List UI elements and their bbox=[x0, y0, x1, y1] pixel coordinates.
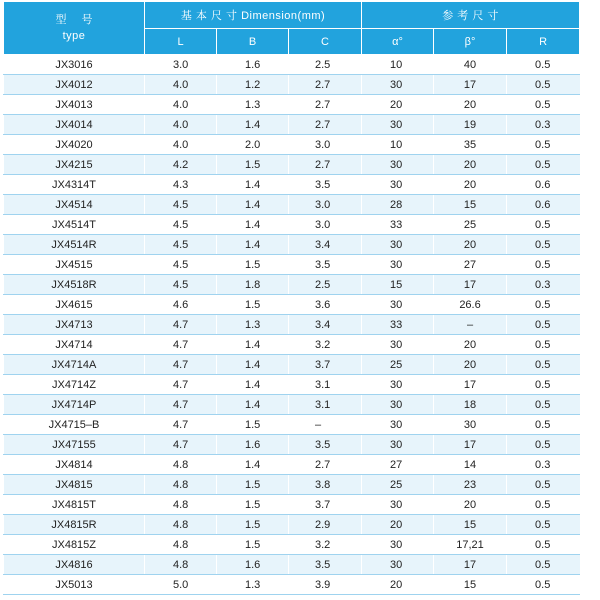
column-header-l: L bbox=[145, 29, 217, 55]
cell-r: 0.5 bbox=[507, 95, 580, 115]
cell-type: JX4014 bbox=[4, 115, 145, 135]
cell-c: 3.4 bbox=[289, 315, 362, 335]
cell-c: 3.2 bbox=[289, 335, 362, 355]
cell-beta: 19 bbox=[434, 115, 507, 135]
cell-l: 4.7 bbox=[145, 395, 217, 415]
table-row bbox=[4, 215, 580, 235]
cell-r: 0.3 bbox=[507, 275, 580, 295]
cell-b: 1.6 bbox=[217, 555, 289, 575]
cell-beta: 40 bbox=[434, 55, 507, 75]
cell-r: 0.3 bbox=[507, 115, 580, 135]
cell-b: 1.5 bbox=[217, 295, 289, 315]
cell-b: 1.3 bbox=[217, 95, 289, 115]
cell-c: 3.1 bbox=[289, 375, 362, 395]
cell-alpha: 28 bbox=[362, 195, 434, 215]
cell-c: 3.7 bbox=[289, 355, 362, 375]
cell-b: 1.4 bbox=[217, 235, 289, 255]
cell-l: 4.0 bbox=[145, 95, 217, 115]
cell-b: 1.4 bbox=[217, 335, 289, 355]
cell-b: 1.5 bbox=[217, 155, 289, 175]
cell-alpha: 25 bbox=[362, 355, 434, 375]
cell-type: JX4012 bbox=[4, 75, 145, 95]
cell-l: 4.8 bbox=[145, 515, 217, 535]
cell-b: 1.8 bbox=[217, 275, 289, 295]
cell-c: 3.0 bbox=[289, 215, 362, 235]
cell-beta: 35 bbox=[434, 135, 507, 155]
cell-type: JX4314T bbox=[4, 175, 145, 195]
table-row bbox=[4, 95, 580, 115]
cell-type: JX4714A bbox=[4, 355, 145, 375]
cell-c: 2.7 bbox=[289, 455, 362, 475]
cell-r: 0.5 bbox=[507, 215, 580, 235]
spec-table bbox=[3, 1, 580, 595]
cell-alpha: 33 bbox=[362, 215, 434, 235]
cell-type: JX4615 bbox=[4, 295, 145, 315]
cell-type: JX4815 bbox=[4, 475, 145, 495]
cell-l: 4.8 bbox=[145, 535, 217, 555]
cell-b: 1.5 bbox=[217, 415, 289, 435]
cell-type: JX4814 bbox=[4, 455, 145, 475]
column-header-r: R bbox=[507, 29, 580, 55]
cell-beta: 17 bbox=[434, 555, 507, 575]
cell-b: 1.4 bbox=[217, 355, 289, 375]
cell-beta: 20 bbox=[434, 495, 507, 515]
cell-type: JX4514T bbox=[4, 215, 145, 235]
cell-l: 4.5 bbox=[145, 235, 217, 255]
cell-alpha: 30 bbox=[362, 235, 434, 255]
cell-beta: 20 bbox=[434, 355, 507, 375]
cell-type: JX4518R bbox=[4, 275, 145, 295]
cell-r: 0.5 bbox=[507, 575, 580, 595]
cell-r: 0.5 bbox=[507, 355, 580, 375]
table-row bbox=[4, 415, 580, 435]
table-row bbox=[4, 495, 580, 515]
cell-type: JX3016 bbox=[4, 55, 145, 75]
cell-r: 0.5 bbox=[507, 315, 580, 335]
cell-l: 4.7 bbox=[145, 335, 217, 355]
cell-r: 0.5 bbox=[507, 475, 580, 495]
cell-b: 1.5 bbox=[217, 255, 289, 275]
cell-alpha: 30 bbox=[362, 375, 434, 395]
cell-r: 0.5 bbox=[507, 295, 580, 315]
cell-b: 1.4 bbox=[217, 195, 289, 215]
table-row bbox=[4, 155, 580, 175]
cell-alpha: 30 bbox=[362, 115, 434, 135]
column-header-beta: β° bbox=[434, 29, 507, 55]
cell-b: 1.4 bbox=[217, 115, 289, 135]
cell-type: JX4713 bbox=[4, 315, 145, 335]
cell-b: 1.5 bbox=[217, 475, 289, 495]
cell-c: 3.5 bbox=[289, 255, 362, 275]
cell-alpha: 27 bbox=[362, 455, 434, 475]
cell-beta: 17 bbox=[434, 435, 507, 455]
table-row bbox=[4, 235, 580, 255]
cell-alpha: 10 bbox=[362, 55, 434, 75]
cell-alpha: 20 bbox=[362, 575, 434, 595]
cell-l: 5.0 bbox=[145, 575, 217, 595]
cell-c: 3.6 bbox=[289, 295, 362, 315]
cell-type: JX4815Z bbox=[4, 535, 145, 555]
cell-beta: 20 bbox=[434, 155, 507, 175]
column-header-alpha: α° bbox=[362, 29, 434, 55]
cell-type: JX4715–B bbox=[4, 415, 145, 435]
table-row bbox=[4, 335, 580, 355]
cell-r: 0.5 bbox=[507, 555, 580, 575]
cell-l: 4.5 bbox=[145, 255, 217, 275]
cell-alpha: 15 bbox=[362, 275, 434, 295]
cell-beta: 15 bbox=[434, 195, 507, 215]
cell-type: JX4514R bbox=[4, 235, 145, 255]
cell-r: 0.6 bbox=[507, 195, 580, 215]
type-header-zh: 型 号 bbox=[55, 14, 99, 26]
table-row bbox=[4, 295, 580, 315]
cell-l: 4.0 bbox=[145, 135, 217, 155]
table-row bbox=[4, 75, 580, 95]
cell-c: 3.5 bbox=[289, 175, 362, 195]
cell-alpha: 30 bbox=[362, 555, 434, 575]
cell-b: 1.6 bbox=[217, 55, 289, 75]
cell-r: 0.5 bbox=[507, 495, 580, 515]
cell-beta: 14 bbox=[434, 455, 507, 475]
cell-type: JX4816 bbox=[4, 555, 145, 575]
column-header-c: C bbox=[289, 29, 362, 55]
cell-alpha: 30 bbox=[362, 75, 434, 95]
cell-alpha: 30 bbox=[362, 175, 434, 195]
cell-beta: 20 bbox=[434, 95, 507, 115]
cell-r: 0.5 bbox=[507, 235, 580, 255]
cell-beta: 17 bbox=[434, 75, 507, 95]
cell-beta: 25 bbox=[434, 215, 507, 235]
table-row bbox=[4, 175, 580, 195]
cell-b: 1.6 bbox=[217, 435, 289, 455]
cell-l: 4.0 bbox=[145, 75, 217, 95]
cell-r: 0.5 bbox=[507, 395, 580, 415]
cell-l: 4.8 bbox=[145, 475, 217, 495]
type-column-header bbox=[4, 2, 145, 55]
cell-c: 2.7 bbox=[289, 155, 362, 175]
table-row bbox=[4, 115, 580, 135]
cell-type: JX4714Z bbox=[4, 375, 145, 395]
cell-beta: 15 bbox=[434, 575, 507, 595]
cell-c: 3.7 bbox=[289, 495, 362, 515]
cell-l: 4.7 bbox=[145, 435, 217, 455]
cell-b: 1.5 bbox=[217, 515, 289, 535]
cell-alpha: 30 bbox=[362, 295, 434, 315]
cell-beta: 18 bbox=[434, 395, 507, 415]
cell-l: 4.6 bbox=[145, 295, 217, 315]
cell-type: JX4815T bbox=[4, 495, 145, 515]
cell-alpha: 30 bbox=[362, 415, 434, 435]
table-header bbox=[4, 2, 580, 55]
cell-b: 2.0 bbox=[217, 135, 289, 155]
cell-c: 3.9 bbox=[289, 575, 362, 595]
table-body bbox=[4, 55, 580, 595]
cell-l: 4.5 bbox=[145, 215, 217, 235]
cell-beta: 20 bbox=[434, 335, 507, 355]
cell-beta: 17 bbox=[434, 375, 507, 395]
cell-c: 3.5 bbox=[289, 555, 362, 575]
table-row bbox=[4, 275, 580, 295]
table-row bbox=[4, 135, 580, 155]
cell-alpha: 30 bbox=[362, 255, 434, 275]
table-row bbox=[4, 355, 580, 375]
type-header-en: type bbox=[62, 30, 86, 42]
cell-b: 1.4 bbox=[217, 455, 289, 475]
cell-b: 1.4 bbox=[217, 215, 289, 235]
cell-r: 0.5 bbox=[507, 335, 580, 355]
cell-beta: 17 bbox=[434, 275, 507, 295]
table-row bbox=[4, 195, 580, 215]
cell-r: 0.5 bbox=[507, 375, 580, 395]
cell-l: 4.8 bbox=[145, 555, 217, 575]
cell-type: JX47155 bbox=[4, 435, 145, 455]
table-row bbox=[4, 555, 580, 575]
cell-l: 4.7 bbox=[145, 415, 217, 435]
cell-l: 4.5 bbox=[145, 275, 217, 295]
cell-l: 4.7 bbox=[145, 375, 217, 395]
cell-type: JX4215 bbox=[4, 155, 145, 175]
table-row bbox=[4, 535, 580, 555]
table-row bbox=[4, 395, 580, 415]
cell-c: 3.0 bbox=[289, 195, 362, 215]
cell-beta: 15 bbox=[434, 515, 507, 535]
cell-r: 0.5 bbox=[507, 135, 580, 155]
cell-r: 0.5 bbox=[507, 515, 580, 535]
cell-r: 0.5 bbox=[507, 535, 580, 555]
cell-l: 4.7 bbox=[145, 355, 217, 375]
cell-beta: 20 bbox=[434, 175, 507, 195]
table-row bbox=[4, 435, 580, 455]
cell-alpha: 20 bbox=[362, 95, 434, 115]
cell-l: 4.2 bbox=[145, 155, 217, 175]
cell-b: 1.5 bbox=[217, 535, 289, 555]
cell-c: 3.5 bbox=[289, 435, 362, 455]
cell-alpha: 20 bbox=[362, 515, 434, 535]
table-row bbox=[4, 375, 580, 395]
table-row bbox=[4, 55, 580, 75]
table-row bbox=[4, 575, 580, 595]
cell-c: 3.2 bbox=[289, 535, 362, 555]
cell-c: 3.4 bbox=[289, 235, 362, 255]
cell-type: JX4815R bbox=[4, 515, 145, 535]
cell-alpha: 30 bbox=[362, 395, 434, 415]
cell-c: 2.9 bbox=[289, 515, 362, 535]
table-row bbox=[4, 475, 580, 495]
cell-alpha: 10 bbox=[362, 135, 434, 155]
cell-alpha: 30 bbox=[362, 155, 434, 175]
cell-c: 2.7 bbox=[289, 115, 362, 135]
cell-alpha: 33 bbox=[362, 315, 434, 335]
cell-type: JX4013 bbox=[4, 95, 145, 115]
cell-r: 0.5 bbox=[507, 435, 580, 455]
cell-l: 4.8 bbox=[145, 455, 217, 475]
cell-r: 0.6 bbox=[507, 175, 580, 195]
cell-type: JX4714 bbox=[4, 335, 145, 355]
cell-beta: 23 bbox=[434, 475, 507, 495]
cell-r: 0.3 bbox=[507, 455, 580, 475]
cell-r: 0.5 bbox=[507, 415, 580, 435]
cell-beta: 26.6 bbox=[434, 295, 507, 315]
cell-l: 4.5 bbox=[145, 195, 217, 215]
cell-b: 1.3 bbox=[217, 315, 289, 335]
cell-beta: 20 bbox=[434, 235, 507, 255]
cell-r: 0.5 bbox=[507, 55, 580, 75]
cell-c: 2.5 bbox=[289, 55, 362, 75]
column-header-b: B bbox=[217, 29, 289, 55]
cell-type: JX4514 bbox=[4, 195, 145, 215]
cell-l: 4.3 bbox=[145, 175, 217, 195]
reference-dimensions-header: 参 考 尺 寸 bbox=[362, 2, 580, 29]
cell-l: 3.0 bbox=[145, 55, 217, 75]
table-row bbox=[4, 315, 580, 335]
cell-b: 1.4 bbox=[217, 375, 289, 395]
cell-c: 2.5 bbox=[289, 275, 362, 295]
cell-beta: 30 bbox=[434, 415, 507, 435]
cell-l: 4.0 bbox=[145, 115, 217, 135]
cell-c: 3.0 bbox=[289, 135, 362, 155]
cell-type: JX4515 bbox=[4, 255, 145, 275]
cell-b: 1.4 bbox=[217, 395, 289, 415]
cell-b: 1.5 bbox=[217, 495, 289, 515]
cell-alpha: 30 bbox=[362, 335, 434, 355]
cell-type: JX4020 bbox=[4, 135, 145, 155]
cell-alpha: 30 bbox=[362, 535, 434, 555]
cell-b: 1.3 bbox=[217, 575, 289, 595]
basic-dimensions-header: 基 本 尺 寸 Dimension(mm) bbox=[145, 2, 362, 29]
cell-r: 0.5 bbox=[507, 255, 580, 275]
cell-c: 2.7 bbox=[289, 95, 362, 115]
cell-c: 2.7 bbox=[289, 75, 362, 95]
cell-r: 0.5 bbox=[507, 155, 580, 175]
table-row bbox=[4, 515, 580, 535]
cell-l: 4.7 bbox=[145, 315, 217, 335]
cell-beta: – bbox=[434, 315, 507, 335]
cell-b: 1.2 bbox=[217, 75, 289, 95]
cell-l: 4.8 bbox=[145, 495, 217, 515]
cell-type: JX5013 bbox=[4, 575, 145, 595]
cell-c: 3.8 bbox=[289, 475, 362, 495]
cell-type: JX4714P bbox=[4, 395, 145, 415]
cell-r: 0.5 bbox=[507, 75, 580, 95]
cell-c: – bbox=[289, 415, 362, 435]
cell-alpha: 30 bbox=[362, 435, 434, 455]
cell-b: 1.4 bbox=[217, 175, 289, 195]
cell-beta: 27 bbox=[434, 255, 507, 275]
table-row bbox=[4, 255, 580, 275]
cell-alpha: 30 bbox=[362, 495, 434, 515]
cell-beta: 17,21 bbox=[434, 535, 507, 555]
table-row bbox=[4, 455, 580, 475]
cell-c: 3.1 bbox=[289, 395, 362, 415]
cell-alpha: 25 bbox=[362, 475, 434, 495]
